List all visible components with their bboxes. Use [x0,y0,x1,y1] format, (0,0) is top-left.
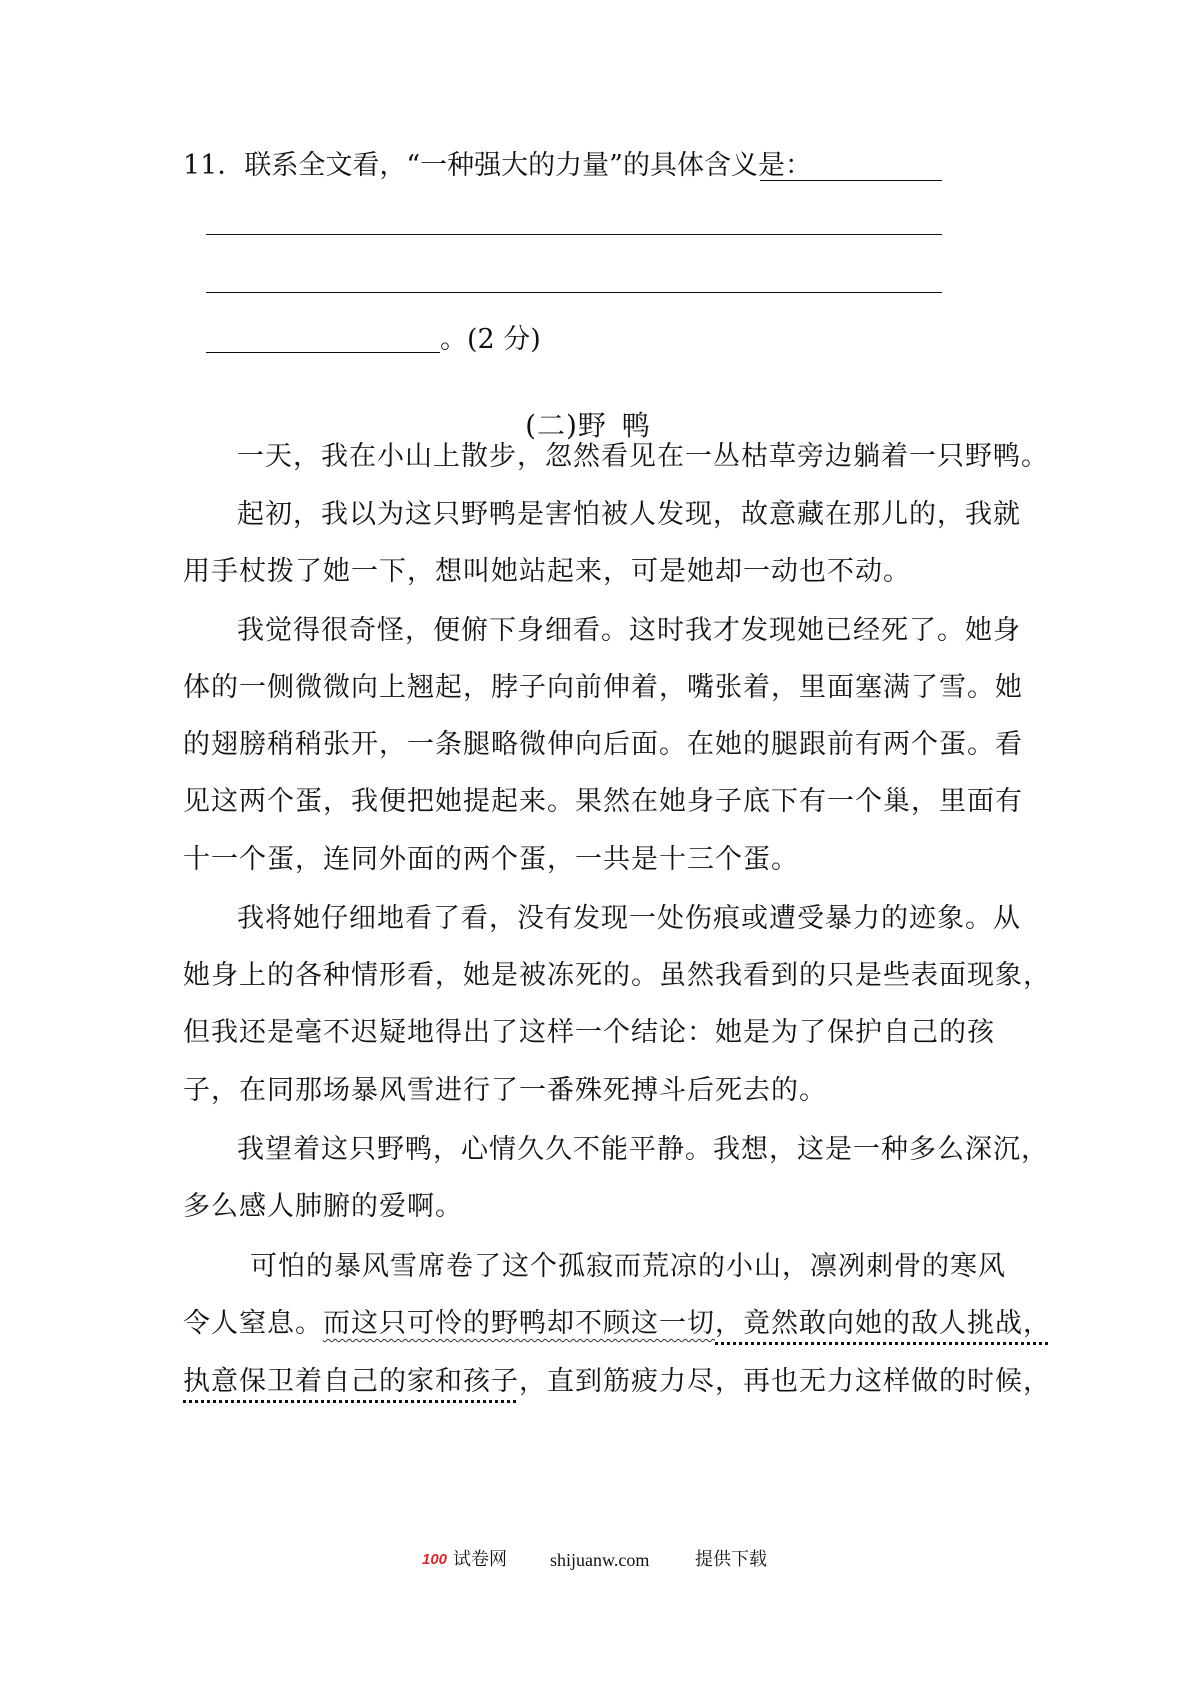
plain-text: 令人窒息。 [183,1308,323,1339]
paragraph-line: 子，在同那场暴风雪进行了一番殊死搏斗后死去的。 [183,1075,827,1106]
paragraph-line: 的翅膀稍稍张开，一条腿略微伸向后面。在她的腿跟前有两个蛋。看 [183,729,1023,760]
paragraph-line: 一天，我在小山上散步，忽然看见在一丛枯草旁边躺着一只野鸭。 [237,441,1049,472]
dot-emphasized-text: 执意保卫着自己的家和孩子 [183,1366,519,1397]
dot-emphasized-text: ，竟然敢向她的敌人挑战， [715,1308,1051,1339]
question-stem: 11．联系全文看，“一种强大的力量”的具体含义是： [183,150,812,181]
paragraph-line: 她身上的各种情形看，她是被冻死的。虽然我看到的只是些表面现象， [183,960,1051,991]
paragraph-line: 我将她仔细地看了看，没有发现一处伤痕或遭受暴力的迹象。从 [237,903,1021,934]
paragraph-line: 多么感人肺腑的爱啊。 [183,1191,463,1222]
title-prefix: (二) [525,409,578,442]
plain-text: ，直到筋疲力尽，再也无力这样做的时候， [519,1366,1051,1397]
paragraph-line: 十一个蛋，连同外面的两个蛋，一共是十三个蛋。 [183,844,799,875]
paragraph-line: 我觉得很奇怪，便俯下身细看。这时我才发现她已经死了。她身 [237,615,1021,646]
paragraph-line: 体的一侧微微向上翘起，脖子向前伸着，嘴张着，里面塞满了雪。她 [183,672,1023,703]
answer-blank-3[interactable] [206,292,942,293]
answer-blank-1[interactable] [760,180,942,181]
paragraph-line: 可怕的暴风雪席卷了这个孤寂而荒凉的小山，凛冽刺骨的寒风 [250,1251,1006,1282]
paragraph-line: 起初，我以为这只野鸭是害怕被人发现，故意藏在那儿的，我就 [237,499,1021,530]
question-score: 。(2 分) [440,324,541,355]
paragraph-line: 用手杖拨了她一下，想叫她站起来，可是她却一动也不动。 [183,556,911,587]
paragraph-line: 见这两个蛋，我便把她提起来。果然在她身子底下有一个巢，里面有 [183,786,1023,817]
site-logo: 100 [422,1551,448,1568]
paragraph-line: 我望着这只野鸭，心情久久不能平静。我想，这是一种多么深沉， [237,1134,1049,1165]
footer-site-link[interactable]: shijuanw.com [550,1550,650,1570]
paragraph-line-marked [183,1362,1051,1402]
answer-blank-2[interactable] [206,234,942,235]
title-name: 野鸭 [577,409,666,442]
wavy-underlined-sentence: 而这只可怜的野鸭却不顾这一切 [323,1308,715,1339]
paragraph-line-marked [183,1304,1051,1344]
paragraph-line: 但我还是毫不迟疑地得出了这样一个结论：她是为了保护自己的孩 [183,1017,995,1048]
footer-brand: 试卷网 [453,1549,507,1570]
footer-provide-text: 提供下载 [695,1549,767,1570]
answer-blank-4[interactable] [206,352,440,353]
